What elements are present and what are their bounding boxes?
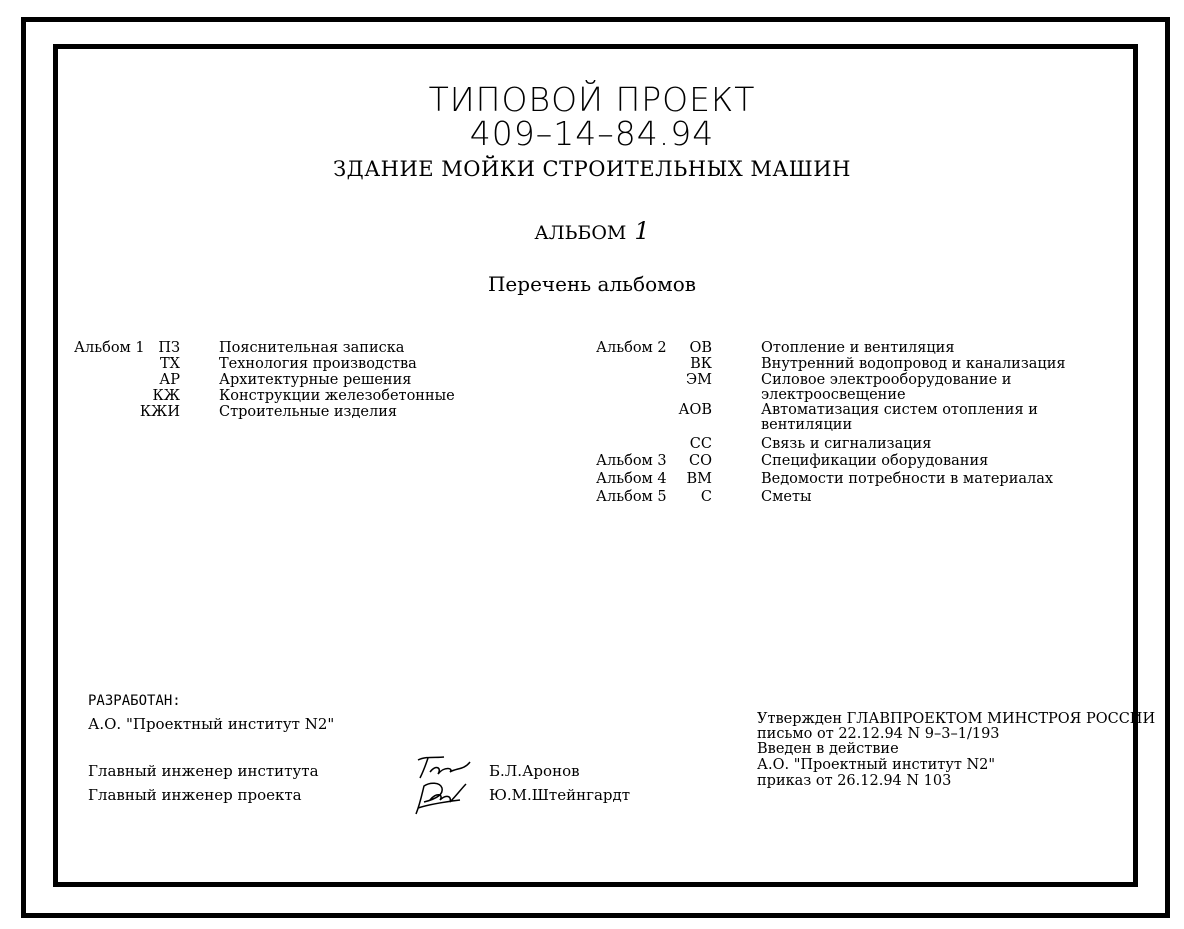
name-s: Сметы (761, 489, 812, 505)
name-em-2: электроосвещение (761, 387, 906, 403)
role-chief-engineer-institute: Главный инженер института (88, 762, 319, 780)
list-item-code: АР (159, 372, 180, 388)
list-item-code: ТХ (160, 356, 180, 372)
code-em: ЭМ (686, 372, 712, 388)
code-aov: АОВ (678, 402, 712, 418)
code-ss: СС (689, 436, 712, 452)
developer-org: А.О. "Проектный институт N2" (88, 715, 335, 733)
approved-line-5: приказ от 26.12.94 N 103 (757, 773, 952, 789)
album-1-label: Альбом 1 (74, 340, 145, 356)
name-aov-1: Автоматизация систем отопления и (761, 402, 1038, 418)
name-em-1: Силовое электрооборудование и (761, 372, 1012, 388)
album-heading (0, 217, 1184, 245)
album-3-label: Альбом 3 (596, 453, 667, 469)
approved-line-3: Введен в действие (757, 741, 899, 757)
name-aov-2: вентиляции (761, 417, 853, 433)
code-vm: ВМ (686, 471, 712, 487)
code-so: СО (689, 453, 712, 469)
album-2-label: Альбом 2 (596, 340, 667, 356)
list-item-name: Технология производства (219, 356, 417, 372)
project-type-title: ТИПОВОЙ ПРОЕКТ (428, 80, 756, 119)
list-item-code: КЖ (152, 388, 180, 404)
list-item-name: Архитектурные решения (219, 372, 412, 388)
list-item-code: ПЗ (158, 340, 180, 356)
code-ov: ОВ (689, 340, 712, 356)
name-vm: Ведомости потребности в материалах (761, 471, 1054, 487)
album-label: АЛЬБОМ (534, 222, 627, 244)
left-codes-list (130, 340, 180, 420)
role-chief-engineer-project: Главный инженер проекта (88, 786, 302, 804)
project-number: 409–14–84.94 (469, 114, 715, 153)
left-names-list (219, 340, 455, 420)
album-5-label: Альбом 5 (596, 489, 667, 505)
approved-line-2: письмо от 22.12.94 N 9–3–1/193 (757, 726, 1000, 742)
signature-shteingardt (410, 778, 470, 818)
album-list-title: Перечень альбомов (487, 272, 696, 296)
album-number: 1 (634, 217, 650, 245)
developed-label: РАЗРАБОТАН: (88, 693, 181, 709)
code-vk: ВК (690, 356, 712, 372)
name-ss: Связь и сигнализация (761, 436, 932, 452)
list-item-name: Пояснительная записка (219, 340, 405, 356)
list-item-name: Строительные изделия (219, 404, 398, 420)
name-ov: Отопление и вентиляция (761, 340, 955, 356)
approved-line-1: Утвержден ГЛАВПРОЕКТОМ МИНСТРОЯ РОССИИ (757, 711, 1156, 727)
person-shteingardt: Ю.М.Штейнгардт (489, 786, 631, 804)
list-item-name: Конструкции железобетонные (219, 388, 455, 404)
name-so: Спецификации оборудования (761, 453, 989, 469)
name-vk: Внутренний водопровод и канализация (761, 356, 1066, 372)
approved-line-4: А.О. "Проектный институт N2" (757, 757, 996, 773)
album-4-label: Альбом 4 (596, 471, 667, 487)
person-aronov: Б.Л.Аронов (489, 762, 580, 780)
building-name: ЗДАНИЕ МОЙКИ СТРОИТЕЛЬНЫХ МАШИН (333, 157, 851, 181)
code-s: С (700, 489, 712, 505)
list-item-code: КЖИ (139, 404, 180, 420)
